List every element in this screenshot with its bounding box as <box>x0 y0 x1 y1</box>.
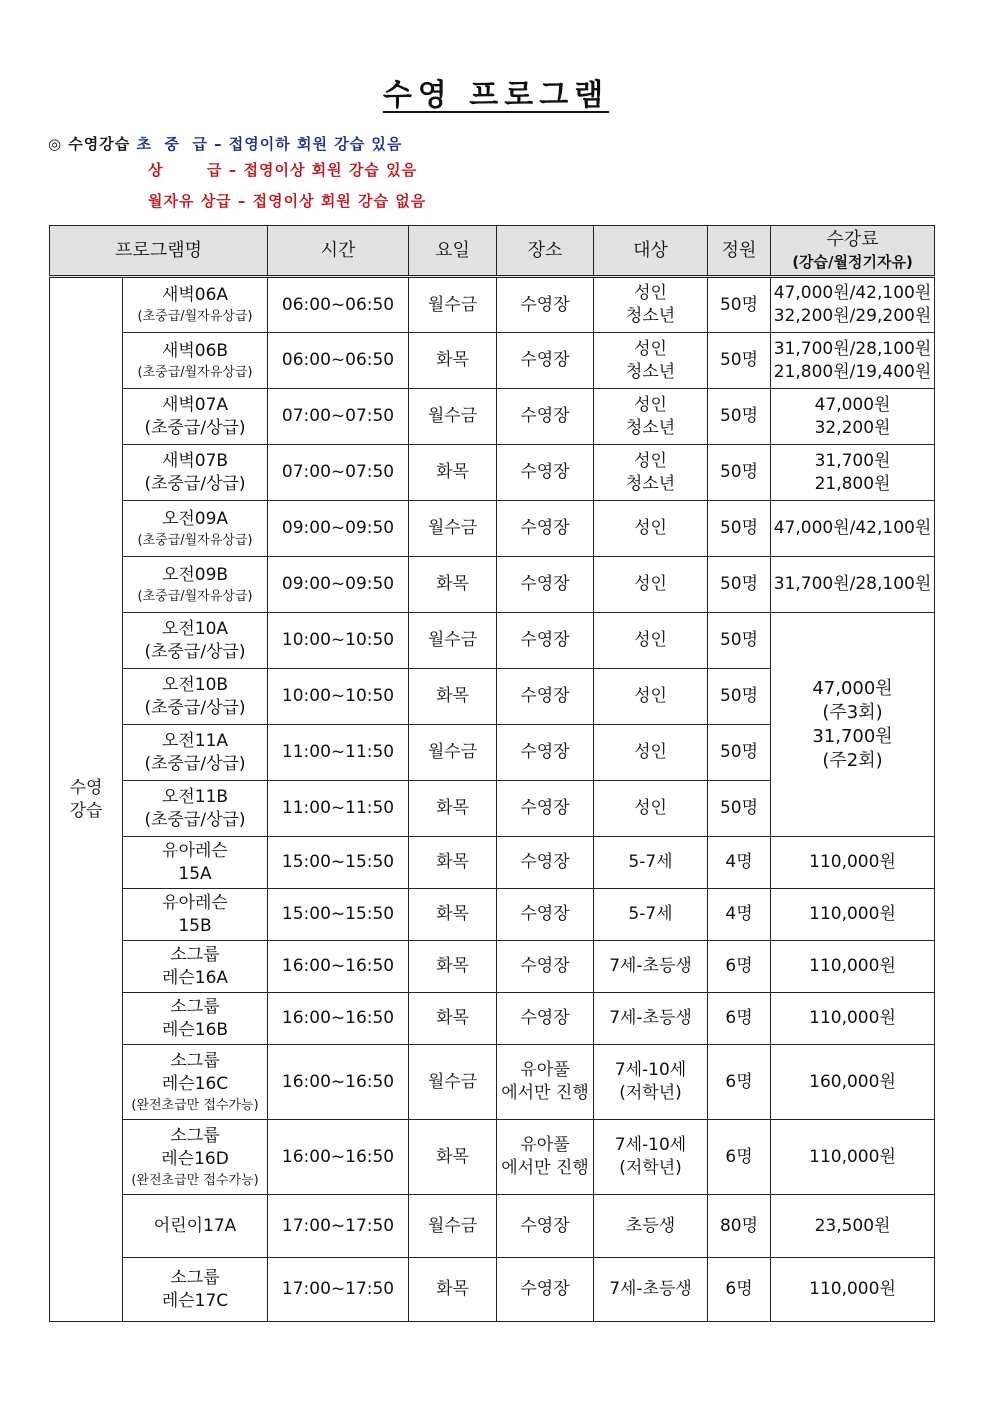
program-name-sub: 15A <box>178 863 212 884</box>
table-row <box>50 501 935 557</box>
fee-cell <box>771 445 935 501</box>
time-cell: 11:00~11:50 <box>268 781 409 837</box>
program-name-note: (완전초급만 접수가능) <box>131 1172 259 1188</box>
day-cell: 월수금 <box>409 1195 497 1258</box>
fee-cell-merged <box>771 613 935 837</box>
location-cell: 수영장 <box>497 1195 594 1258</box>
group-cell <box>50 277 123 1322</box>
group-name-line2: 강습 <box>69 800 103 821</box>
time-cell: 10:00~10:50 <box>268 669 409 725</box>
time-cell: 16:00~16:50 <box>268 1120 409 1195</box>
note-text-beginner: – 접영이하 회원 강습 있음 <box>207 135 403 153</box>
program-name-sub: 레슨16B <box>161 1019 229 1040</box>
program-name <box>123 669 268 725</box>
table-row <box>50 389 935 445</box>
location-cell: 수영장 <box>497 889 594 941</box>
target-cell <box>594 389 708 445</box>
merged-fee-line3: 31,700원 <box>812 725 893 747</box>
time-cell: 16:00~16:50 <box>268 941 409 993</box>
target-cell <box>594 1045 708 1120</box>
day-cell: 화목 <box>409 837 497 889</box>
program-name-main: 오전11B <box>161 786 229 807</box>
time-cell: 16:00~16:50 <box>268 993 409 1045</box>
program-name-sub: (초중급/상급) <box>144 697 246 718</box>
fee-cell: 31,700원/28,100원 <box>771 557 935 613</box>
time-cell: 17:00~17:50 <box>268 1258 409 1322</box>
day-cell: 화목 <box>409 333 497 389</box>
note-line-2 <box>148 159 417 180</box>
capacity-cell: 80명 <box>708 1195 771 1258</box>
time-cell: 07:00~07:50 <box>268 445 409 501</box>
table-row <box>50 613 935 669</box>
location-cell: 수영장 <box>497 1258 594 1322</box>
day-cell: 화목 <box>409 941 497 993</box>
table-row <box>50 1120 935 1195</box>
day-cell: 화목 <box>409 445 497 501</box>
time-cell: 16:00~16:50 <box>268 1045 409 1120</box>
target-cell <box>594 333 708 389</box>
location-cell: 수영장 <box>497 725 594 781</box>
program-table <box>49 225 935 1322</box>
program-name-sub: (초중급/월자유상급) <box>137 588 253 604</box>
header-location: 장소 <box>497 226 594 277</box>
fee-cell: 160,000원 <box>771 1045 935 1120</box>
program-name-main: 소그룹 <box>170 944 220 965</box>
target-cell <box>594 1120 708 1195</box>
time-cell: 09:00~09:50 <box>268 557 409 613</box>
program-name-sub: 레슨16A <box>161 967 229 988</box>
fee-cell: 110,000원 <box>771 837 935 889</box>
header-fee-title: 수강료 <box>826 228 879 250</box>
table-row <box>50 889 935 941</box>
program-name-sub: (초중급/월자유상급) <box>137 364 253 380</box>
program-name-sub: (초중급/상급) <box>144 473 246 494</box>
target-cell: 성인 <box>594 501 708 557</box>
table-header-row <box>50 226 935 277</box>
fee-cell: 47,000원/42,100원 <box>771 501 935 557</box>
location-cell: 수영장 <box>497 837 594 889</box>
location-cell: 수영장 <box>497 941 594 993</box>
fee-line2: 32,200원 <box>814 417 891 438</box>
program-name <box>123 993 268 1045</box>
fee-line2: 32,200원/29,200원 <box>773 306 932 326</box>
program-name-sub: (초중급/상급) <box>144 641 246 662</box>
target-cell: 5-7세 <box>594 837 708 889</box>
program-name-sub: (초중급/상급) <box>144 809 246 830</box>
program-name <box>123 837 268 889</box>
program-name <box>123 889 268 941</box>
merged-fee-line4: (주2회) <box>822 749 883 771</box>
header-time: 시간 <box>268 226 409 277</box>
program-name-sub: 15B <box>178 915 212 936</box>
page-title: 수영 프로그램 <box>382 78 610 113</box>
capacity-cell: 50명 <box>708 389 771 445</box>
target-cell <box>594 445 708 501</box>
day-cell: 화목 <box>409 1258 497 1322</box>
capacity-cell: 50명 <box>708 501 771 557</box>
capacity-cell: 50명 <box>708 557 771 613</box>
program-name-main: 유아레슨 <box>162 892 228 913</box>
table-row <box>50 1195 935 1258</box>
header-target: 대상 <box>594 226 708 277</box>
note-text-advanced: – 접영이상 회원 강습 있음 <box>222 161 418 179</box>
program-name <box>123 781 268 837</box>
target-line1: 7세-10세 <box>614 1135 687 1155</box>
note-label-free: 월자유 상급 <box>148 192 232 210</box>
day-cell: 월수금 <box>409 1045 497 1120</box>
program-name <box>123 1045 268 1120</box>
target-cell: 성인 <box>594 557 708 613</box>
time-cell: 15:00~15:50 <box>268 889 409 941</box>
program-name-main: 소그룹 <box>170 1125 220 1146</box>
location-line2: 에서만 진행 <box>501 1158 589 1178</box>
target-cell: 7세-초등생 <box>594 1258 708 1322</box>
program-name-main: 오전11A <box>161 730 229 751</box>
program-name-main: 새벽06B <box>161 340 229 361</box>
fee-line2: 21,800원 <box>814 473 891 494</box>
target-cell: 5-7세 <box>594 889 708 941</box>
location-cell <box>497 1045 594 1120</box>
fee-line1: 47,000원/42,100원 <box>773 283 932 303</box>
target-line1: 7세-10세 <box>614 1060 687 1080</box>
program-name-sub: (초중급/월자유상급) <box>137 532 253 548</box>
program-name <box>123 445 268 501</box>
location-cell: 수영장 <box>497 501 594 557</box>
program-name-note: (완전초급만 접수가능) <box>131 1097 259 1113</box>
program-name <box>123 557 268 613</box>
capacity-cell: 50명 <box>708 781 771 837</box>
location-cell <box>497 1120 594 1195</box>
page-title-wrap <box>0 70 992 114</box>
header-capacity: 정원 <box>708 226 771 277</box>
target-line1: 성인 <box>634 338 667 359</box>
day-cell: 월수금 <box>409 277 497 333</box>
time-cell: 17:00~17:50 <box>268 1195 409 1258</box>
time-cell: 09:00~09:50 <box>268 501 409 557</box>
program-name <box>123 277 268 333</box>
program-name <box>123 941 268 993</box>
target-line2: 청소년 <box>625 306 676 326</box>
day-cell: 화목 <box>409 993 497 1045</box>
capacity-cell: 4명 <box>708 837 771 889</box>
program-name-main: 오전10A <box>161 618 229 639</box>
table-row <box>50 277 935 333</box>
note-line-3 <box>148 190 426 211</box>
fee-line1: 31,700원/28,100원 <box>773 338 932 359</box>
program-name-main: 소그룹 <box>170 996 220 1017</box>
day-cell: 월수금 <box>409 501 497 557</box>
day-cell: 화목 <box>409 669 497 725</box>
location-cell: 수영장 <box>497 613 594 669</box>
note-label-advanced: 상 급 <box>148 161 223 179</box>
time-cell: 06:00~06:50 <box>268 277 409 333</box>
table-row <box>50 1258 935 1322</box>
program-name <box>123 333 268 389</box>
capacity-cell: 50명 <box>708 333 771 389</box>
program-name-sub: (초중급/월자유상급) <box>137 309 253 324</box>
program-name-main: 소그룹 <box>170 1050 220 1071</box>
target-cell: 초등생 <box>594 1195 708 1258</box>
fee-cell: 110,000원 <box>771 1120 935 1195</box>
note-text-free: – 접영이상 회원 강습 없음 <box>231 192 427 210</box>
program-name-sub: 레슨16C <box>161 1073 229 1094</box>
capacity-cell: 50명 <box>708 277 771 333</box>
time-cell: 10:00~10:50 <box>268 613 409 669</box>
program-name-main: 새벽07A <box>161 394 229 415</box>
target-line2: (저학년) <box>619 1158 682 1178</box>
target-line2: 청소년 <box>625 417 676 438</box>
note-label-beginner: 초 중 급 <box>136 135 208 153</box>
fee-line1: 47,000원 <box>814 394 891 415</box>
location-cell: 수영장 <box>497 993 594 1045</box>
fee-cell <box>771 333 935 389</box>
day-cell: 월수금 <box>409 389 497 445</box>
target-cell: 성인 <box>594 725 708 781</box>
program-name-sub: (초중급/상급) <box>144 753 246 774</box>
fee-cell: 110,000원 <box>771 941 935 993</box>
time-cell: 15:00~15:50 <box>268 837 409 889</box>
target-cell: 7세-초등생 <box>594 993 708 1045</box>
header-fee <box>771 226 935 277</box>
location-cell: 수영장 <box>497 781 594 837</box>
day-cell: 월수금 <box>409 725 497 781</box>
fee-line1: 31,700원 <box>814 450 891 471</box>
capacity-cell: 6명 <box>708 993 771 1045</box>
fee-line2: 21,800원/19,400원 <box>773 361 932 382</box>
capacity-cell: 50명 <box>708 725 771 781</box>
program-name-main: 유아레슨 <box>162 840 228 861</box>
program-name-main: 새벽07B <box>161 450 229 471</box>
location-cell: 수영장 <box>497 557 594 613</box>
program-name <box>123 725 268 781</box>
program-name-main: 오전09B <box>161 564 229 585</box>
program-name: 어린이17A <box>123 1195 268 1258</box>
time-cell: 07:00~07:50 <box>268 389 409 445</box>
program-name-main: 새벽06A <box>161 285 229 305</box>
location-line1: 유아풀 <box>520 1060 570 1080</box>
table-row <box>50 941 935 993</box>
table-row <box>50 1045 935 1120</box>
capacity-cell: 50명 <box>708 669 771 725</box>
fee-cell <box>771 277 935 333</box>
location-line1: 유아풀 <box>520 1135 570 1155</box>
location-cell: 수영장 <box>497 669 594 725</box>
target-cell: 성인 <box>594 669 708 725</box>
day-cell: 화목 <box>409 557 497 613</box>
target-cell <box>594 277 708 333</box>
day-cell: 월수금 <box>409 613 497 669</box>
target-line2: 청소년 <box>625 361 676 382</box>
fee-cell <box>771 389 935 445</box>
fee-cell: 110,000원 <box>771 1258 935 1322</box>
capacity-cell: 4명 <box>708 889 771 941</box>
program-name <box>123 1120 268 1195</box>
program-name-sub: 레슨17C <box>161 1290 229 1311</box>
program-name <box>123 613 268 669</box>
capacity-cell: 6명 <box>708 941 771 993</box>
table-row <box>50 333 935 389</box>
location-cell: 수영장 <box>497 333 594 389</box>
program-name-main: 오전09A <box>161 508 229 529</box>
program-name-sub: (초중급/상급) <box>144 417 246 438</box>
target-line2: (저학년) <box>619 1083 682 1103</box>
location-cell: 수영장 <box>497 277 594 333</box>
header-day: 요일 <box>409 226 497 277</box>
target-cell: 성인 <box>594 613 708 669</box>
target-line1: 성인 <box>634 450 667 471</box>
group-name-line1: 수영 <box>69 777 103 798</box>
fee-cell: 23,500원 <box>771 1195 935 1258</box>
location-line2: 에서만 진행 <box>501 1083 589 1103</box>
program-name <box>123 501 268 557</box>
merged-fee-line1: 47,000원 <box>812 677 893 699</box>
program-name-main: 오전10B <box>161 674 229 695</box>
table-row <box>50 993 935 1045</box>
program-name <box>123 389 268 445</box>
fee-cell: 110,000원 <box>771 993 935 1045</box>
target-cell: 성인 <box>594 781 708 837</box>
time-cell: 06:00~06:50 <box>268 333 409 389</box>
target-line1: 성인 <box>634 394 667 415</box>
capacity-cell: 6명 <box>708 1120 771 1195</box>
merged-fee-line2: (주3회) <box>822 701 883 723</box>
capacity-cell: 6명 <box>708 1045 771 1120</box>
program-name-sub: 레슨16D <box>161 1148 229 1169</box>
location-cell: 수영장 <box>497 389 594 445</box>
target-line2: 청소년 <box>625 473 676 494</box>
table-row <box>50 557 935 613</box>
time-cell: 11:00~11:50 <box>268 725 409 781</box>
note-lead: ◎ 수영강습 <box>48 135 137 153</box>
capacity-cell: 50명 <box>708 445 771 501</box>
header-fee-sub: (강습/월정기자유) <box>792 252 913 271</box>
target-cell: 7세-초등생 <box>594 941 708 993</box>
location-cell: 수영장 <box>497 445 594 501</box>
program-name-main: 소그룹 <box>170 1267 220 1288</box>
note-line-1 <box>48 133 402 154</box>
table-row <box>50 837 935 889</box>
day-cell: 화목 <box>409 781 497 837</box>
capacity-cell: 50명 <box>708 613 771 669</box>
day-cell: 화목 <box>409 889 497 941</box>
fee-cell: 110,000원 <box>771 889 935 941</box>
day-cell: 화목 <box>409 1120 497 1195</box>
capacity-cell: 6명 <box>708 1258 771 1322</box>
header-program: 프로그램명 <box>50 226 268 277</box>
target-line1: 성인 <box>634 283 667 303</box>
program-name <box>123 1258 268 1322</box>
table-row <box>50 445 935 501</box>
